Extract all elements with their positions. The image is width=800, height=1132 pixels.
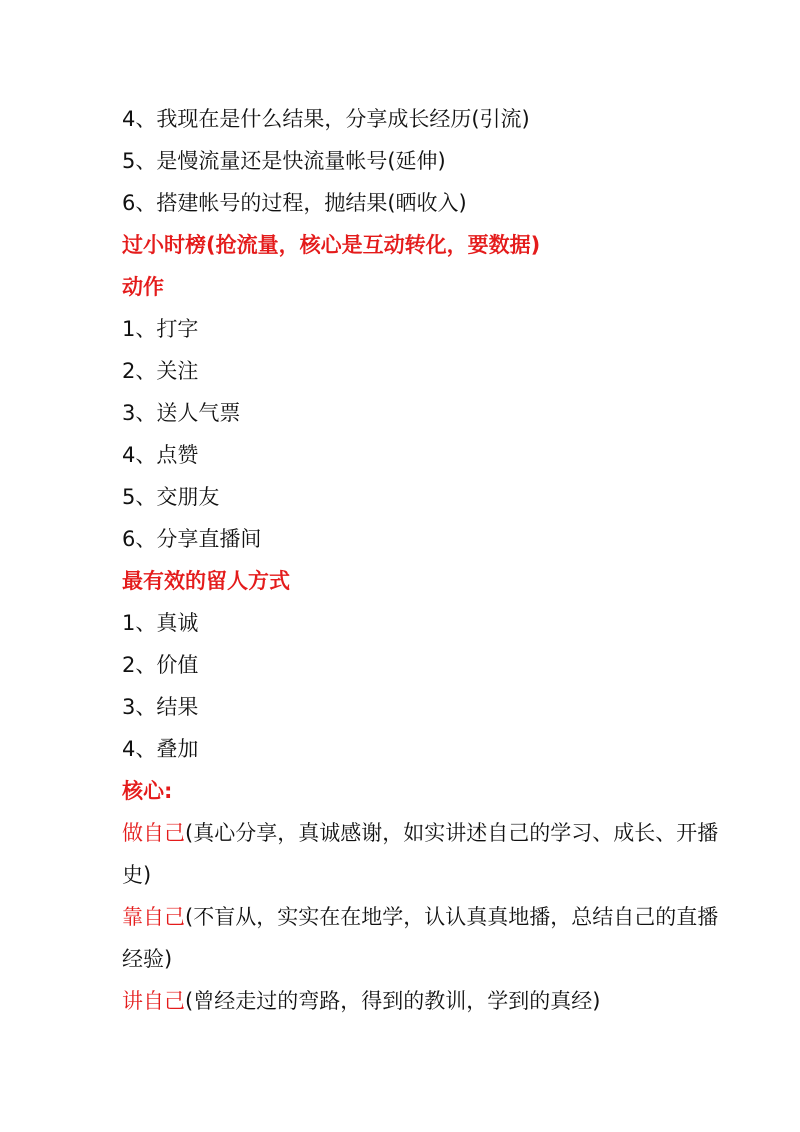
list-item: 1、真诚 bbox=[122, 611, 199, 635]
list-item: 4、点赞 bbox=[122, 443, 199, 467]
list-item: 2、价值 bbox=[122, 653, 199, 677]
section-heading-hour-rank: 过小时榜(抢流量，核心是互动转化，要数据) bbox=[122, 233, 541, 257]
list-item: 3、送人气票 bbox=[122, 401, 241, 425]
core-lead: 做自己 bbox=[122, 821, 185, 845]
document-content bbox=[122, 98, 722, 1022]
list-item: 2、关注 bbox=[122, 359, 199, 383]
list-item: 6、搭建帐号的过程，抛结果(晒收入) bbox=[122, 191, 467, 215]
core-paragraph bbox=[122, 896, 722, 980]
core-text: (不盲从，实实在在地学，认认真真地播，总结自己的直播经验) bbox=[122, 905, 719, 971]
section-heading-retention: 最有效的留人方式 bbox=[122, 569, 290, 593]
list-item: 5、交朋友 bbox=[122, 485, 220, 509]
section-heading-core: 核心: bbox=[122, 779, 173, 803]
list-item: 3、结果 bbox=[122, 695, 199, 719]
core-text: (真心分享，真诚感谢，如实讲述自己的学习、成长、开播史) bbox=[122, 821, 719, 887]
core-paragraph bbox=[122, 812, 722, 896]
section-heading-actions: 动作 bbox=[122, 275, 164, 299]
list-item: 5、是慢流量还是快流量帐号(延伸) bbox=[122, 149, 446, 173]
core-text: (曾经走过的弯路，得到的教训，学到的真经) bbox=[185, 989, 601, 1013]
list-item: 4、我现在是什么结果，分享成长经历(引流) bbox=[122, 107, 530, 131]
core-lead: 靠自己 bbox=[122, 905, 185, 929]
list-item: 1、打字 bbox=[122, 317, 199, 341]
core-paragraph bbox=[122, 980, 722, 1022]
list-item: 4、叠加 bbox=[122, 737, 199, 761]
core-lead: 讲自己 bbox=[122, 989, 185, 1013]
list-item: 6、分享直播间 bbox=[122, 527, 262, 551]
